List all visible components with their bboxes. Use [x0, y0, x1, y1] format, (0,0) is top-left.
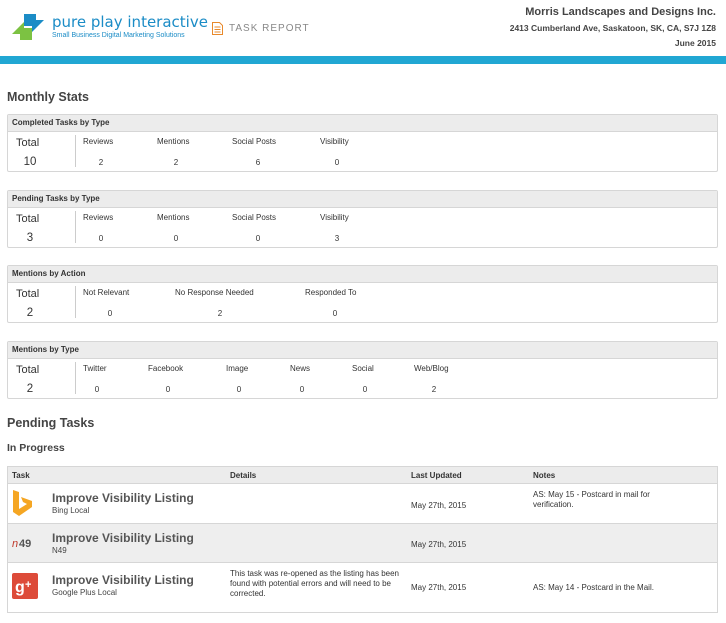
n49-icon — [12, 536, 40, 550]
pending-tasks-box — [7, 190, 718, 248]
box-title: Pending Tasks by Type — [8, 191, 717, 208]
column-value: 0 — [299, 385, 305, 394]
column-value: 0 — [236, 385, 242, 394]
total-value: 2 — [26, 307, 34, 319]
column-header-details: Details — [230, 471, 257, 480]
company-info — [510, 6, 716, 48]
google-plus-icon — [12, 573, 38, 599]
total-label: Total — [16, 213, 40, 225]
table-row — [8, 484, 717, 524]
total-value: 10 — [23, 156, 37, 168]
column-value: 0 — [94, 385, 100, 394]
svg-text:49: 49 — [19, 538, 32, 550]
column-value: 2 — [98, 158, 104, 167]
column-label: Reviews — [83, 137, 114, 146]
task-title: Improve Visibility Listing — [52, 573, 194, 587]
box-title: Mentions by Action — [8, 266, 717, 283]
column-value: 0 — [334, 158, 340, 167]
column-label: Responded To — [305, 288, 357, 297]
column-value: 0 — [98, 234, 104, 243]
divider — [75, 286, 76, 318]
pending-tasks-table — [7, 466, 718, 613]
column-value: 2 — [217, 309, 223, 318]
task-details: This task was re-opened as the listing has been found with potential errors and will need to be corrected. — [230, 569, 399, 598]
logo-name: pure play interactive — [52, 13, 208, 31]
column-value: 2 — [173, 158, 179, 167]
column-value: 0 — [255, 234, 261, 243]
column-label: Not Relevant — [83, 288, 130, 297]
column-label: Mentions — [157, 137, 190, 146]
column-label: Reviews — [83, 213, 114, 222]
column-value: 3 — [334, 234, 340, 243]
column-label: Visibility — [320, 213, 349, 222]
in-progress-heading: In Progress — [7, 442, 65, 454]
task-last-updated: May 27th, 2015 — [411, 501, 467, 510]
table-row — [8, 563, 717, 612]
box-title: Completed Tasks by Type — [8, 115, 717, 132]
column-header-notes: Notes — [533, 471, 556, 480]
task-source: Bing Local — [52, 506, 90, 515]
column-label: News — [290, 364, 311, 373]
document-icon — [212, 22, 223, 35]
total-value: 2 — [26, 383, 34, 395]
total-label: Total — [16, 364, 40, 376]
task-notes: AS: May 14 - Postcard in the Mail. — [533, 583, 654, 592]
report-header — [0, 0, 726, 56]
column-label: Image — [226, 364, 249, 373]
svg-text:+: + — [25, 579, 32, 591]
column-label: Social Posts — [232, 213, 277, 222]
bing-icon — [12, 490, 34, 517]
mentions-by-type-box — [7, 341, 718, 399]
report-date: June 2015 — [674, 38, 716, 48]
divider — [75, 211, 76, 243]
pending-tasks-heading: Pending Tasks — [7, 416, 95, 430]
box-title: Mentions by Type — [8, 342, 717, 359]
column-value: 6 — [255, 158, 261, 167]
column-header-task: Task — [12, 471, 30, 480]
task-title: Improve Visibility Listing — [52, 531, 194, 545]
task-last-updated: May 27th, 2015 — [411, 540, 467, 549]
svg-text:g: g — [15, 579, 25, 596]
column-value: 0 — [332, 309, 338, 318]
column-label: No Response Needed — [175, 288, 254, 297]
column-value: 0 — [107, 309, 113, 318]
task-source: Google Plus Local — [52, 588, 117, 597]
column-label: Social Posts — [232, 137, 277, 146]
column-value: 0 — [173, 234, 179, 243]
column-value: 0 — [362, 385, 368, 394]
column-label: Facebook — [148, 364, 184, 373]
total-value: 3 — [26, 232, 34, 244]
table-row — [8, 524, 717, 563]
column-header-last-updated: Last Updated — [411, 471, 462, 480]
mentions-by-action-box — [7, 265, 718, 323]
column-label: Twitter — [83, 364, 107, 373]
header-accent-bar — [0, 56, 726, 64]
logo-tagline: Small Business Digital Marketing Solutions — [52, 32, 185, 39]
column-label: Mentions — [157, 213, 190, 222]
total-label: Total — [16, 137, 40, 149]
monthly-stats-heading: Monthly Stats — [7, 90, 89, 104]
task-last-updated: May 27th, 2015 — [411, 583, 467, 592]
task-source: N49 — [52, 546, 67, 555]
column-value: 0 — [165, 385, 171, 394]
table-header — [8, 467, 717, 484]
pure-play-logo-icon — [10, 12, 46, 42]
task-title: Improve Visibility Listing — [52, 491, 194, 505]
task-notes: AS: May 15 - Postcard in mail for verification. — [533, 490, 650, 509]
report-title: TASK REPORT — [229, 23, 310, 34]
column-value: 2 — [431, 385, 437, 394]
column-label: Web/Blog — [414, 364, 449, 373]
company-name: Morris Landscapes and Designs Inc. — [525, 6, 716, 18]
divider — [75, 135, 76, 167]
divider — [75, 362, 76, 394]
svg-text:n: n — [12, 538, 19, 550]
company-address: 2413 Cumberland Ave, Saskatoon, SK, CA, S7J 1Z8 — [509, 23, 716, 33]
column-label: Social — [352, 364, 374, 373]
column-label: Visibility — [320, 137, 349, 146]
total-label: Total — [16, 288, 40, 300]
completed-tasks-box — [7, 114, 718, 172]
